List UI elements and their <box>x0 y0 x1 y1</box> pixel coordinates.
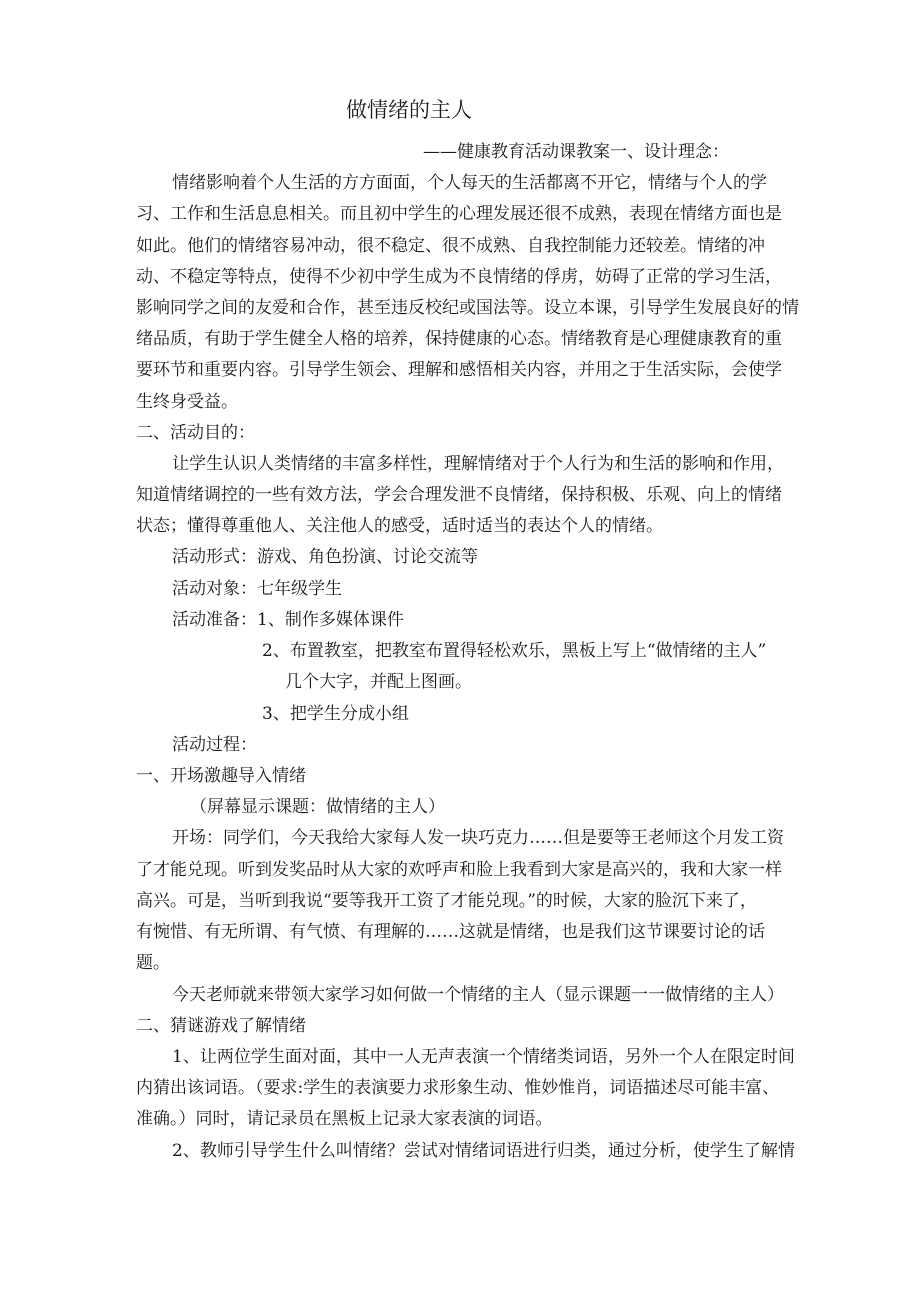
section-heading-goal: 二、活动目的： <box>136 423 255 443</box>
paragraph-line: 有惋惜、有无所谓、有气愤、有理解的……这就是情绪，也是我们这节课要讨论的话 <box>136 922 765 942</box>
paragraph-line: 情绪影响着个人生活的方方面面，个人每天的生活都离不开它，情绪与个人的学 <box>172 173 767 193</box>
paragraph-line: 高兴。可是，当听到我说“要等我开工资了才能兑现。”的时候，大家的脸沉下来了， <box>136 891 757 911</box>
paragraph-line: 了才能兑现。听到发奖品时从大家的欢呼声和脸上我看到大家是高兴的，我和大家一样 <box>136 860 782 880</box>
paragraph-line: 开场：同学们，今天我给大家每人发一块巧克力……但是要等王老师这个月发工资 <box>172 828 784 848</box>
paragraph-line: 让学生认识人类情绪的丰富多样性，理解情绪对于个人行为和生活的影响和作用， <box>172 454 784 474</box>
activity-prep: 活动准备：1、制作多媒体课件 <box>172 610 404 630</box>
screen-note: （屏幕显示课题：做情绪的主人） <box>190 797 445 817</box>
paragraph-line: 动、不稳定等特点，使得不少初中学生成为不良情绪的俘虏，妨碍了正常的学习生活， <box>136 267 782 287</box>
activity-process: 活动过程： <box>172 735 257 755</box>
paragraph-line: 习、工作和生活息息相关。而且初中学生的心理发展还很不成熟，表现在情绪方面也是 <box>136 204 782 224</box>
paragraph-line: 内猜出该词语。（要求:学生的表演要力求形象生动、惟妙惟肖，词语描述尽可能丰富、 <box>136 1078 780 1098</box>
activity-prep-item-3: 3、把学生分成小组 <box>262 704 409 724</box>
paragraph-line: 准确。）同时，请记录员在黑板上记录大家表演的词语。 <box>136 1109 553 1129</box>
paragraph-line: 影响同学之间的友爱和合作，甚至违反校纪或国法等。设立本课，引导学生发展良好的情 <box>136 298 799 318</box>
section-heading-1: 一、开场激趣导入情绪 <box>136 766 306 786</box>
activity-target: 活动对象：七年级学生 <box>172 579 342 599</box>
section-heading-2: 二、猜谜游戏了解情绪 <box>136 1016 306 1036</box>
today-line: 今天老师就来带领大家学习如何做一个情绪的主人（显示课题一一做情绪的主人） <box>172 985 784 1005</box>
paragraph-line: 如此。他们的情绪容易冲动，很不稳定、很不成熟、自我控制能力还较差。情绪的冲 <box>136 236 765 256</box>
paragraph-line: 1、让两位学生面对面，其中一人无声表演一个情绪类词语，另外一个人在限定时间 <box>172 1047 795 1067</box>
activity-prep-item-2-cont: 几个大字，并配上图画。 <box>285 672 472 692</box>
paragraph-line: 要环节和重要内容。引导学生领会、理解和感悟相关内容，并用之于生活实际，会使学 <box>136 360 782 380</box>
paragraph-line: 绪品质，有助于学生健全人格的培养，保持健康的心态。情绪教育是心理健康教育的重 <box>136 329 782 349</box>
guess-game-item-2: 2、教师引导学生什么叫情绪？尝试对情绪词语进行归类，通过分析，使学生了解情 <box>172 1141 795 1161</box>
paragraph-line: 题。 <box>136 953 170 973</box>
paragraph-line: 生终身受益。 <box>136 392 238 412</box>
paragraph-line: 知道情绪调控的一些有效方法，学会合理发泄不良情绪，保持积极、乐观、向上的情绪 <box>136 485 782 505</box>
activity-prep-item-2: 2、布置教室，把教室布置得轻松欢乐，黑板上写上“做情绪的主人” <box>262 641 767 661</box>
subtitle: ——健康教育活动课教案一、设计理念： <box>423 142 729 162</box>
page-title: 做情绪的主人 <box>346 98 472 122</box>
activity-form: 活动形式：游戏、角色扮演、讨论交流等 <box>172 547 478 567</box>
paragraph-line: 状态；懂得尊重他人、关注他人的感受，适时适当的表达个人的情绪。 <box>136 516 663 536</box>
